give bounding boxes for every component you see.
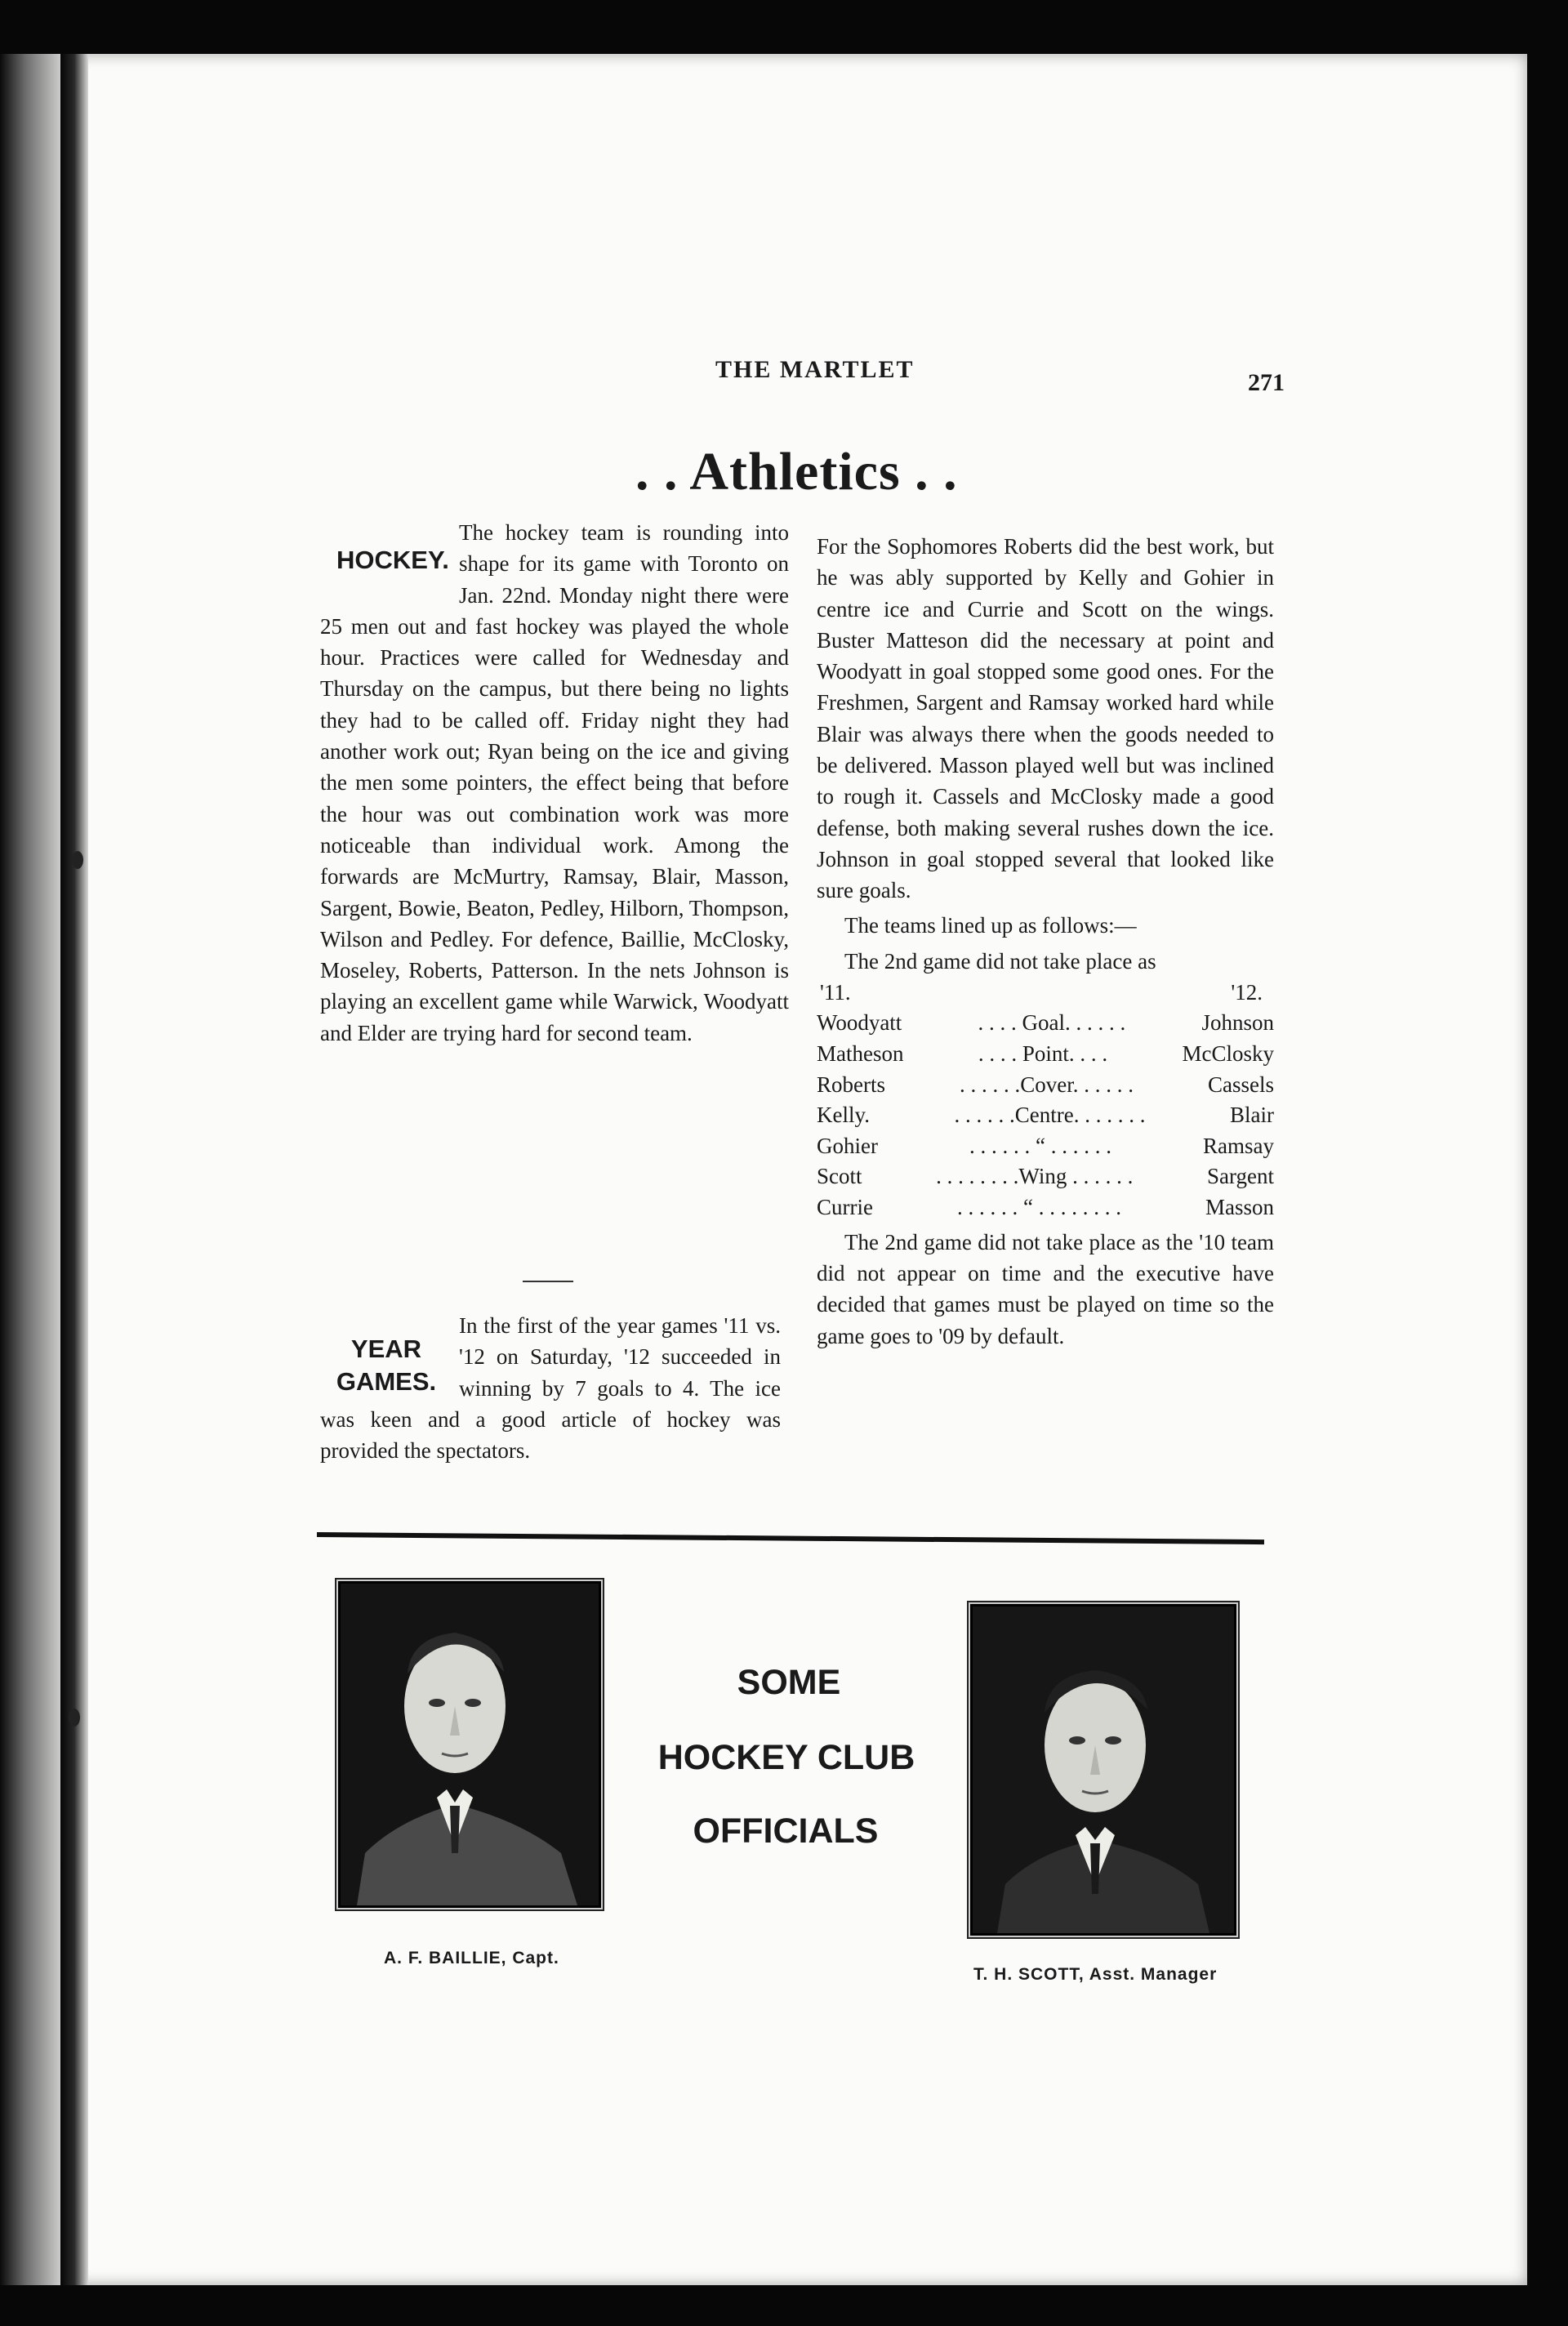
heading-gutter [320,517,457,608]
lineup-intro: The teams lined up as follows:— [844,912,1137,938]
lineup-right: Sargent [1206,1164,1274,1189]
lineup-row [817,1192,1274,1223]
lineup-right: Masson [1205,1195,1274,1220]
photo-caption-left: A. F. BAILLIE, Capt. [384,1949,559,1967]
closing-paragraph: The 2nd game did not take place as the '10 team did not appear on time and the executive have decided that games must be played on time so the game goes to '09 by default. [817,1229,1274,1348]
match-report: For the Sophomores Roberts did the best work, but he was ably supported by Kelly and Gohier in centre ice and Currie and Scott on the wings. Buster Matteson did the necessary at point and Woodyatt in goal stopped some good ones. For the Freshmen, Sargent and Ramsay worked hard while Blair was always there when the goods needed to be delivered. Masson played well but was inclined to rough it. Cassels and McClosky made a good defense, both making several rushes down the ice. Johnson in goal stopped several that looked like sure goals. [817,534,1274,903]
lineup-pos: . . . . . . “ . . . . . . [969,1133,1111,1158]
binding-mark [69,1709,80,1727]
lineup-right: Johnson [1201,1010,1274,1036]
lineup-left: Kelly. [817,1103,870,1128]
lineup-pos: . . . . . . “ . . . . . . . . [956,1195,1121,1220]
lineup-row [817,1161,1274,1192]
team-left-heading: '11. [820,980,851,1005]
officials-heading-line3: OFFICIALS [693,1811,879,1851]
hockey-article-text: The hockey team is rounding into shape for its game with Toronto on Jan. 22nd. Monday night there were 25 men out and fast hockey was played the whole hour. Practices were called for Wednesday and Thursday on the campus, but there being no lights they had to be called off. Friday night they had another work out; Ryan being on the ice and giving the men some pointers, the effect being that before the hour was out combination work was more noticeable than individual work. Among the forwards are McMurtry, Ramsay, Blair, Masson, Sargent, Bowie, Beaton, Pedley, Hilborn, Thompson, Wilson and Pedley. For defence, Baillie, McClosky, Moseley, Roberts, Patterson. In the nets Johnson is playing an excellent game while Warwick, Woodyatt and Elder are trying hard for second team. [320,520,789,1045]
portrait-photo-scott [970,1604,1236,1936]
binding-mark [72,851,83,869]
lineup-pos: . . . . . . . .Wing . . . . . . [936,1164,1134,1189]
page-number: 271 [1248,369,1285,396]
misprint-line: The 2nd game did not take place as [844,948,1156,974]
section-title: . . Athletics . . [635,442,958,501]
running-head: THE MARTLET [715,356,915,383]
lineup-row [817,1070,1274,1101]
lineup-right: McClosky [1182,1041,1274,1067]
lineup-right: Blair [1230,1103,1274,1128]
officials-heading-line1: SOME [737,1663,841,1702]
lineup-table [817,1008,1274,1223]
lineup-row [817,1100,1274,1131]
lineup-pos: . . . . Goal. . . . . . [978,1010,1126,1036]
year-games-heading-line1: YEAR [350,1335,422,1363]
right-column [817,531,1274,1352]
lineup-left: Currie [817,1195,873,1220]
team-right-heading: '12. [1231,980,1263,1005]
section-divider [523,1281,573,1282]
lineup-pos: . . . . Point. . . . [978,1041,1108,1067]
document-page [60,54,1527,2285]
lineup-left: Roberts [817,1072,885,1097]
lineup-right: Cassels [1208,1072,1274,1097]
lineup-row [817,1039,1274,1070]
lineup-team-headings [817,977,1274,1008]
page-gutter-edge [60,54,88,2285]
year-games-article [320,1310,781,1466]
lineup-left: Woodyatt [817,1010,902,1036]
officials-heading-line2: HOCKEY CLUB [657,1738,915,1777]
heading-gutter [320,1310,457,1401]
lineup-left: Matheson [817,1041,904,1067]
portrait-photo-baillie [338,1581,601,1908]
year-games-text: In the first of the year games '11 vs. '12 on Saturday, '12 succeeded in winning by 7 goals to 4. The ice was keen and a good article of hockey was provided the spectators. [320,1313,781,1464]
year-games-heading-line2: GAMES. [336,1367,437,1396]
lineup-row [817,1008,1274,1039]
hockey-article [320,517,789,1049]
portrait-image [341,1584,599,1905]
lineup-left: Gohier [817,1133,878,1158]
photo-caption-right: T. H. SCOTT, Asst. Manager [973,1965,1218,1984]
lineup-pos: . . . . . .Centre. . . . . . . [954,1103,1146,1128]
lineup-pos: . . . . . .Cover. . . . . . [960,1072,1134,1097]
lineup-row [817,1131,1274,1162]
lineup-left: Scott [817,1164,862,1189]
hockey-heading: HOCKEY. [336,546,449,574]
lineup-right: Ramsay [1203,1133,1274,1158]
portrait-image [973,1606,1234,1933]
